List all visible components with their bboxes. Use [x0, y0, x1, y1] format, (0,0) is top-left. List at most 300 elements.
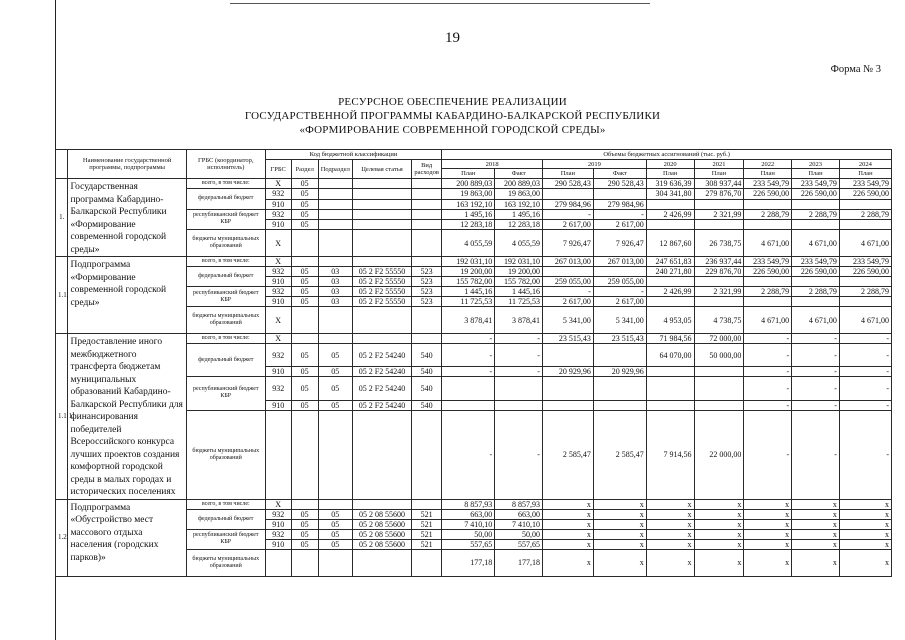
amount-cell: x	[542, 509, 593, 519]
target-article	[352, 230, 411, 257]
amount-cell: 663,00	[442, 509, 495, 519]
podrazdel-code: 05	[318, 377, 352, 400]
amount-cell: 226 590,00	[839, 267, 891, 277]
razdel-code: 05	[291, 519, 318, 529]
expense-type: 523	[412, 297, 442, 307]
expense-type	[412, 199, 442, 209]
podrazdel-code	[318, 209, 352, 220]
amount-cell: 2 321,99	[694, 209, 744, 220]
expense-type	[412, 549, 442, 576]
document-title-line-2: ГОСУДАРСТВЕННОЙ ПРОГРАММЫ КАБАРДИНО-БАЛКАРСКОЙ РЕСПУБЛИКИ	[244, 110, 661, 122]
header-year: 2024	[839, 160, 891, 169]
amount-cell: 2 617,00	[542, 297, 593, 307]
expense-type: 540	[412, 377, 442, 400]
amount-cell	[542, 377, 593, 400]
razdel-code	[291, 549, 318, 576]
funding-source: бюджеты муниципальных образований	[186, 549, 265, 576]
amount-cell: -	[839, 400, 891, 410]
target-article: 05 2 F2 55550	[352, 267, 411, 277]
amount-cell	[495, 400, 543, 410]
amount-cell: 1 495,16	[495, 209, 543, 220]
program-name: Государственная программа Кабардино-Балкарской Республики «Формирование современной городской среды»	[68, 179, 186, 257]
amount-cell: 240 271,80	[646, 267, 694, 277]
grbs-code: 932	[265, 344, 291, 367]
amount-cell: -	[593, 287, 646, 297]
header-plan: План	[744, 169, 792, 179]
amount-cell	[593, 344, 646, 367]
amount-cell	[839, 199, 891, 209]
razdel-code	[291, 230, 318, 257]
amount-cell: 304 341,80	[646, 189, 694, 200]
amount-cell: 163 192,10	[442, 199, 495, 209]
expense-type: 521	[412, 519, 442, 529]
funding-source: федеральный бюджет	[186, 509, 265, 529]
amount-cell	[646, 400, 694, 410]
amount-cell	[542, 267, 593, 277]
funding-source: всего, в том числе:	[186, 179, 265, 189]
header-grbs-coordinator: ГРБС (координатор, исполнитель)	[186, 150, 265, 179]
amount-cell	[744, 297, 792, 307]
amount-cell: x	[646, 499, 694, 509]
header-plan: План	[646, 169, 694, 179]
header-year: 2023	[792, 160, 840, 169]
header-fact: Факт	[593, 169, 646, 179]
podrazdel-code: 05	[318, 509, 352, 519]
amount-cell: 3 878,41	[442, 307, 495, 334]
grbs-code: 910	[265, 539, 291, 549]
row-number: 1.1.1.	[56, 334, 68, 500]
amount-cell: 226 590,00	[792, 267, 840, 277]
amount-cell: 557,65	[495, 539, 543, 549]
amount-cell: 247 651,83	[646, 257, 694, 267]
table-row	[56, 499, 892, 509]
amount-cell: 4 671,00	[792, 307, 840, 334]
amount-cell: x	[744, 529, 792, 539]
podrazdel-code: 03	[318, 287, 352, 297]
amount-cell: -	[839, 334, 891, 344]
header-name: Наименование государственной программы, подпрограммы	[68, 150, 186, 179]
header-volume-group: Объемы бюджетных ассигнований (тыс. руб.)	[442, 150, 892, 160]
target-article: 05 2 F2 54240	[352, 400, 411, 410]
funding-source: всего, в том числе:	[186, 499, 265, 509]
razdel-code	[291, 307, 318, 334]
funding-source: федеральный бюджет	[186, 189, 265, 210]
amount-cell: x	[839, 509, 891, 519]
amount-cell: x	[792, 529, 840, 539]
grbs-code: X	[265, 334, 291, 344]
amount-cell: -	[495, 334, 543, 344]
header-plan: План	[792, 169, 840, 179]
amount-cell: 12 283,18	[442, 220, 495, 230]
amount-cell: x	[694, 519, 744, 529]
amount-cell: 19 863,00	[442, 189, 495, 200]
amount-cell	[646, 297, 694, 307]
grbs-code: 932	[265, 287, 291, 297]
amount-cell: x	[542, 499, 593, 509]
amount-cell: 50,00	[495, 529, 543, 539]
header-fact: Факт	[495, 169, 543, 179]
target-article: 05 2 08 55600	[352, 539, 411, 549]
header-razdel: Раздел	[291, 160, 318, 179]
amount-cell: x	[694, 549, 744, 576]
amount-cell: x	[646, 519, 694, 529]
razdel-code: 05	[291, 377, 318, 400]
amount-cell	[646, 367, 694, 377]
grbs-code: 932	[265, 209, 291, 220]
amount-cell	[694, 377, 744, 400]
amount-cell: -	[792, 400, 840, 410]
podrazdel-code: 05	[318, 367, 352, 377]
amount-cell: x	[646, 509, 694, 519]
target-article	[352, 257, 411, 267]
funding-source: республиканский бюджет КБР	[186, 209, 265, 230]
amount-cell: x	[694, 539, 744, 549]
amount-cell: 192 031,10	[495, 257, 543, 267]
amount-cell: 2 288,79	[744, 209, 792, 220]
amount-cell	[593, 267, 646, 277]
grbs-code: 932	[265, 189, 291, 200]
header-year: 2021	[694, 160, 744, 169]
row-number: 1.1.	[56, 257, 68, 334]
page-number: 19	[445, 30, 460, 46]
amount-cell	[744, 277, 792, 287]
amount-cell: 4 671,00	[792, 230, 840, 257]
amount-cell: 8 857,93	[442, 499, 495, 509]
razdel-code: 05	[291, 509, 318, 519]
expense-type: 521	[412, 529, 442, 539]
podrazdel-code: 05	[318, 400, 352, 410]
amount-cell	[646, 220, 694, 230]
amount-cell	[694, 400, 744, 410]
expense-type: 521	[412, 539, 442, 549]
row-number: 1.2.	[56, 499, 68, 576]
target-article: 05 2 F2 54240	[352, 367, 411, 377]
amount-cell: 19 200,00	[495, 267, 543, 277]
amount-cell: 2 617,00	[593, 220, 646, 230]
grbs-code: X	[265, 257, 291, 267]
amount-cell	[542, 189, 593, 200]
amount-cell: 226 590,00	[839, 189, 891, 200]
amount-cell: -	[792, 367, 840, 377]
grbs-code: 910	[265, 297, 291, 307]
amount-cell: 2 288,79	[744, 287, 792, 297]
amount-cell	[593, 189, 646, 200]
amount-cell: x	[792, 539, 840, 549]
amount-cell: 7 410,10	[495, 519, 543, 529]
amount-cell	[694, 199, 744, 209]
amount-cell: 2 617,00	[593, 297, 646, 307]
amount-cell: 155 782,00	[442, 277, 495, 287]
amount-cell: 279 984,96	[542, 199, 593, 209]
funding-source: бюджеты муниципальных образований	[186, 410, 265, 499]
amount-cell: 7 914,56	[646, 410, 694, 499]
podrazdel-code	[318, 179, 352, 189]
header-target: Целевая статья	[352, 160, 411, 179]
amount-cell: x	[593, 509, 646, 519]
podrazdel-code	[318, 220, 352, 230]
form-label: Форма № 3	[830, 64, 881, 75]
razdel-code: 05	[291, 209, 318, 220]
podrazdel-code: 05	[318, 529, 352, 539]
amount-cell: x	[792, 549, 840, 576]
amount-cell: 4 671,00	[744, 230, 792, 257]
amount-cell: 50 000,00	[694, 344, 744, 367]
amount-cell: 3 878,41	[495, 307, 543, 334]
amount-cell: 319 636,39	[646, 179, 694, 189]
target-article: 05 2 F2 55550	[352, 287, 411, 297]
amount-cell	[694, 277, 744, 287]
funding-source: республиканский бюджет КБР	[186, 377, 265, 410]
funding-source: бюджеты муниципальных образований	[186, 307, 265, 334]
amount-cell: 233 549,79	[792, 257, 840, 267]
amount-cell	[694, 367, 744, 377]
amount-cell	[593, 400, 646, 410]
expense-type	[412, 230, 442, 257]
amount-cell: x	[646, 529, 694, 539]
podrazdel-code: 03	[318, 267, 352, 277]
podrazdel-code	[318, 230, 352, 257]
resource-table	[55, 149, 892, 577]
amount-cell: -	[792, 377, 840, 400]
amount-cell	[542, 400, 593, 410]
amount-cell: x	[744, 539, 792, 549]
expense-type: 540	[412, 400, 442, 410]
expense-type: 540	[412, 367, 442, 377]
amount-cell	[542, 344, 593, 367]
target-article: 05 2 08 55600	[352, 519, 411, 529]
expense-type	[412, 257, 442, 267]
document-title-line-1: РЕСУРСНОЕ ОБЕСПЕЧЕНИЕ РЕАЛИЗАЦИИ	[338, 96, 567, 108]
expense-type	[412, 189, 442, 200]
amount-cell: -	[442, 410, 495, 499]
amount-cell: 308 937,44	[694, 179, 744, 189]
razdel-code: 05	[291, 287, 318, 297]
amount-cell	[442, 377, 495, 400]
amount-cell: x	[839, 539, 891, 549]
amount-cell: x	[646, 549, 694, 576]
razdel-code: 05	[291, 529, 318, 539]
expense-type	[412, 334, 442, 344]
amount-cell: -	[442, 344, 495, 367]
amount-cell: x	[839, 549, 891, 576]
header-year: 2019	[542, 160, 646, 169]
header-year: 2022	[744, 160, 792, 169]
amount-cell: x	[593, 549, 646, 576]
grbs-code: 932	[265, 509, 291, 519]
amount-cell: 4 671,00	[839, 230, 891, 257]
amount-cell: 20 929,96	[593, 367, 646, 377]
funding-source: бюджеты муниципальных образований	[186, 230, 265, 257]
amount-cell: 20 929,96	[542, 367, 593, 377]
podrazdel-code	[318, 189, 352, 200]
amount-cell	[442, 400, 495, 410]
amount-cell: x	[744, 519, 792, 529]
target-article	[352, 549, 411, 576]
razdel-code: 05	[291, 277, 318, 287]
amount-cell: 233 549,79	[744, 257, 792, 267]
amount-cell: 1 495,16	[442, 209, 495, 220]
header-year: 2020	[646, 160, 694, 169]
razdel-code: 05	[291, 199, 318, 209]
grbs-code: X	[265, 499, 291, 509]
amount-cell: 229 876,70	[694, 267, 744, 277]
razdel-code: 05	[291, 179, 318, 189]
amount-cell: -	[744, 344, 792, 367]
razdel-code	[291, 499, 318, 509]
amount-cell: 200 889,03	[442, 179, 495, 189]
amount-cell: 8 857,93	[495, 499, 543, 509]
amount-cell: x	[593, 519, 646, 529]
amount-cell: x	[792, 519, 840, 529]
amount-cell	[792, 297, 840, 307]
table-row	[56, 257, 892, 267]
razdel-code: 05	[291, 189, 318, 200]
amount-cell	[646, 199, 694, 209]
target-article	[352, 499, 411, 509]
amount-cell: 226 590,00	[744, 267, 792, 277]
podrazdel-code: 05	[318, 344, 352, 367]
header-plan: План	[442, 169, 495, 179]
podrazdel-code	[318, 549, 352, 576]
expense-type: 521	[412, 509, 442, 519]
amount-cell: 279 876,70	[694, 189, 744, 200]
amount-cell: 226 590,00	[792, 189, 840, 200]
amount-cell: 155 782,00	[495, 277, 543, 287]
amount-cell: -	[542, 287, 593, 297]
header-plan: План	[542, 169, 593, 179]
target-article: 05 2 08 55600	[352, 509, 411, 519]
amount-cell: -	[442, 334, 495, 344]
amount-cell: 72 000,00	[694, 334, 744, 344]
amount-cell	[694, 297, 744, 307]
amount-cell: 11 725,53	[495, 297, 543, 307]
amount-cell: 5 341,00	[542, 307, 593, 334]
razdel-code: 05	[291, 220, 318, 230]
razdel-code: 05	[291, 539, 318, 549]
amount-cell: x	[694, 529, 744, 539]
amount-cell: x	[839, 529, 891, 539]
amount-cell: 2 288,79	[839, 287, 891, 297]
table-body	[56, 150, 892, 577]
amount-cell	[646, 377, 694, 400]
expense-type: 523	[412, 267, 442, 277]
amount-cell: 290 528,43	[542, 179, 593, 189]
program-name: Подпрограмма «Обустройство мест массового отдыха населения (городских парков)»	[68, 499, 186, 576]
amount-cell: x	[744, 549, 792, 576]
amount-cell: 233 549,79	[744, 179, 792, 189]
amount-cell: 4 671,00	[839, 307, 891, 334]
amount-cell: 279 984,96	[593, 199, 646, 209]
header-plan: План	[839, 169, 891, 179]
amount-cell: -	[839, 410, 891, 499]
header-grbs: ГРБС	[265, 160, 291, 179]
target-article	[352, 199, 411, 209]
amount-cell	[839, 297, 891, 307]
amount-cell: 163 192,10	[495, 199, 543, 209]
amount-cell	[593, 377, 646, 400]
podrazdel-code: 05	[318, 519, 352, 529]
funding-source: всего, в том числе:	[186, 334, 265, 344]
amount-cell: -	[495, 367, 543, 377]
funding-source: федеральный бюджет	[186, 267, 265, 287]
grbs-code: X	[265, 179, 291, 189]
grbs-code: X	[265, 230, 291, 257]
header-code-group: Код бюджетной классификации	[265, 150, 442, 160]
amount-cell: 5 341,00	[593, 307, 646, 334]
funding-source: республиканский бюджет КБР	[186, 287, 265, 307]
funding-source: республиканский бюджет КБР	[186, 529, 265, 549]
amount-cell	[744, 199, 792, 209]
amount-cell	[792, 277, 840, 287]
razdel-code: 05	[291, 344, 318, 367]
header-vid: Вид расходов	[412, 160, 442, 179]
grbs-code	[265, 549, 291, 576]
amount-cell: x	[542, 549, 593, 576]
amount-cell: 4 671,00	[744, 307, 792, 334]
amount-cell: 2 426,99	[646, 209, 694, 220]
podrazdel-code	[318, 499, 352, 509]
amount-cell	[495, 377, 543, 400]
amount-cell: 233 549,79	[839, 257, 891, 267]
razdel-code: 05	[291, 367, 318, 377]
expense-type: 540	[412, 344, 442, 367]
podrazdel-code	[318, 257, 352, 267]
razdel-code: 05	[291, 297, 318, 307]
amount-cell: 2 321,99	[694, 287, 744, 297]
header-podrazdel: Подраздел	[318, 160, 352, 179]
amount-cell: -	[792, 344, 840, 367]
target-article	[352, 410, 411, 499]
amount-cell: 26 738,75	[694, 230, 744, 257]
row-number: 1.	[56, 179, 68, 257]
podrazdel-code	[318, 410, 352, 499]
top-border-line	[230, 3, 650, 4]
amount-cell: x	[542, 539, 593, 549]
razdel-code	[291, 334, 318, 344]
expense-type: 523	[412, 277, 442, 287]
amount-cell: 267 013,00	[593, 257, 646, 267]
amount-cell: 4 953,05	[646, 307, 694, 334]
amount-cell: x	[792, 499, 840, 509]
amount-cell: 23 515,43	[593, 334, 646, 344]
amount-cell: 663,00	[495, 509, 543, 519]
expense-type	[412, 209, 442, 220]
amount-cell: 4 055,59	[495, 230, 543, 257]
expense-type	[412, 179, 442, 189]
amount-cell: 11 725,53	[442, 297, 495, 307]
amount-cell: 22 000,00	[694, 410, 744, 499]
grbs-code: 910	[265, 400, 291, 410]
amount-cell: 1 445,16	[442, 287, 495, 297]
expense-type	[412, 220, 442, 230]
amount-cell: 2 585,47	[542, 410, 593, 499]
amount-cell: -	[839, 377, 891, 400]
grbs-code	[265, 410, 291, 499]
amount-cell: -	[442, 367, 495, 377]
grbs-code: 910	[265, 277, 291, 287]
amount-cell	[839, 277, 891, 287]
amount-cell: -	[593, 209, 646, 220]
expense-type	[412, 410, 442, 499]
amount-cell: 192 031,10	[442, 257, 495, 267]
expense-type: 523	[412, 287, 442, 297]
amount-cell: 19 863,00	[495, 189, 543, 200]
header-row	[56, 150, 892, 160]
target-article: 05 2 08 55600	[352, 529, 411, 539]
grbs-code: 910	[265, 367, 291, 377]
amount-cell	[792, 220, 840, 230]
amount-cell: 71 984,56	[646, 334, 694, 344]
